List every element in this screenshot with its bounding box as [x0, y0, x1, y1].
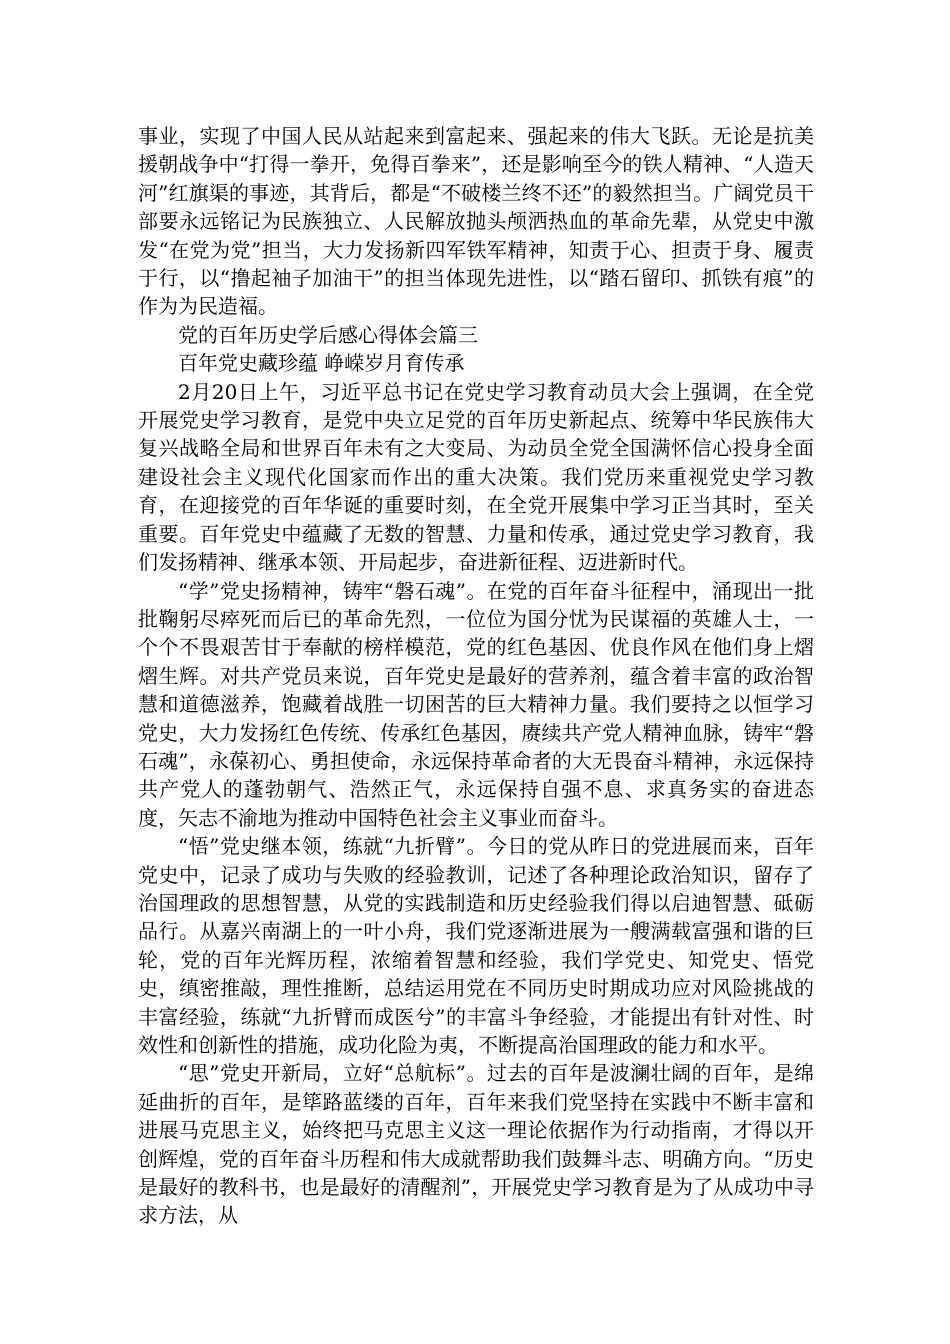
- article-title: 百年党史藏珍蕴 峥嵘岁月育传承: [178, 351, 465, 376]
- paragraph-learn: “学”党史扬精神，铸牢“磐石魂”。在党的百年奋斗征程中，涌现出一批批鞠躬尽瘁死而后已的革命先烈，一位位为国分忧为民谋福的英雄人士，一个个不畏艰苦甘于奉献的榜样模范，党的红色基因、优良作风在他们身上熠熠生辉。对共产党员来说，百年党史是最好的营养剂，蕴含着丰富的政治智慧和道德滋养，饱藏着战胜一切困苦的巨大精神力量。我们要持之以恒学习党史，大力发扬红色传统、传承红色基因，赓续共产党人精神血脉，铸牢“磐石魂”，永葆初心、勇担使命，永远保持革命者的大无畏奋斗精神，永远保持共产党人的蓬勃朝气、浩然正气，永远保持自强不息、求真务实的奋进态度，矢志不渝地为推动中国特色社会主义事业而奋斗。: [138, 578, 814, 830]
- paragraph-understand: “悟”党史继本领，练就“九折臂”。今日的党从昨日的党进展而来，百年党史中，记录了成功与失败的经验教训，记述了各种理论政治知识，留存了治国理政的思想智慧，从党的实践制造和历史经验我们得以启迪智慧、砥砺品行。从嘉兴南湖上的一叶小舟，我们党逐渐进展为一艘满载富强和谐的巨轮，党的百年光辉历程，浓缩着智慧和经验，我们学党史、知党史、悟党史，缜密推敲，理性推断，总结运用党在不同历史时期成功应对风险挑战的丰富经验，练就“九折臂而成医兮”的丰富斗争经验，才能提出有针对性、时效性和创新性的措施，成功化险为夷，不断提高治国理政的能力和水平。: [138, 834, 814, 1057]
- section-title: 党的百年历史学后感心得体会篇三: [178, 322, 478, 347]
- paragraph-intro: 2月20日上午，习近平总书记在党史学习教育动员大会上强调，在全党开展党史学习教育，是党中央立足党的百年历史新起点、统筹中华民族伟大复兴战略全局和世界百年未有之大变局、为动员全党全国满怀信心投身全面建设社会主义现代化国家而作出的重大决策。我们党历来重视党史学习教育，在迎接党的百年华诞的重要时刻，在全党开展集中学习正当其时，至关重要。百年党史中蕴藏了无数的智慧、力量和传承，通过党史学习教育，我们发扬精神、继承本领、开局起步，奋进新征程、迈进新时代。: [138, 379, 814, 575]
- paragraph-continuation: 事业，实现了中国人民从站起来到富起来、强起来的伟大飞跃。无论是抗美援朝战争中“打得一拳开，免得百拳来”，还是影响至今的铁人精神、“人造天河”红旗渠的事迹，其背后，都是“不破楼兰终不还”的毅然担当。广阔党员干部要永远铭记为民族独立、人民解放抛头颅洒热血的革命先辈，从党史中激发“在党为党”担当，大力发扬新四军铁军精神，知责于心、担责于身、履责于行，以“撸起袖子加油干”的担当体现先进性，以“踏石留印、抓铁有痕”的作为为民造福。: [138, 124, 814, 319]
- paragraph-think: “思”党史开新局，立好“总航标”。过去的百年是波澜壮阔的百年，是绵延曲折的百年，是筚路蓝缕的百年，百年来我们党坚持在实践中不断丰富和进展马克思主义，始终把马克思主义这一理论依据作为行动指南，才得以开创辉煌，党的百年奋斗历程和伟大成就帮助我们鼓舞斗志、明确方向。“历史是最好的教科书，也是最好的清醒剂”，开展党史学习教育是为了从成功中寻求方法，从: [138, 1061, 814, 1228]
- document-body: [138, 122, 814, 1230]
